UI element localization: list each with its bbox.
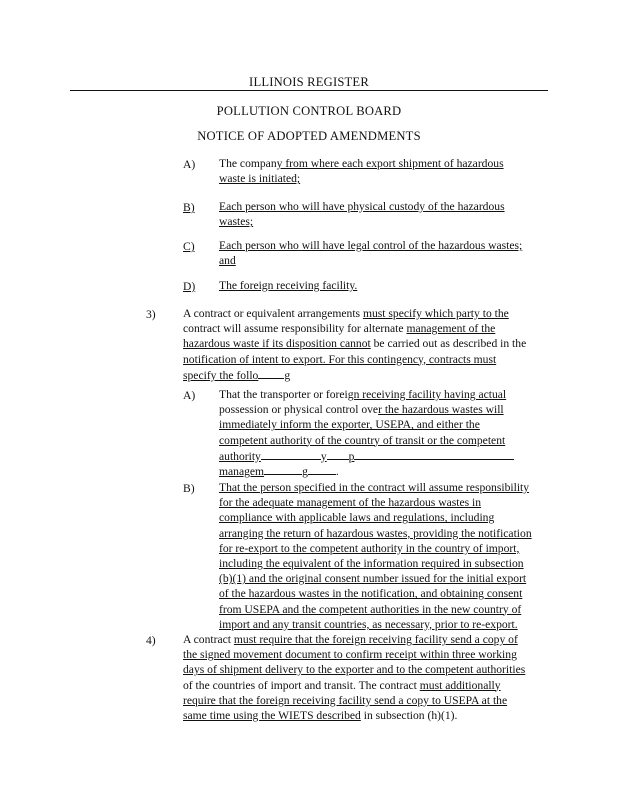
text-run-underlined: Each person who will have phys [219, 200, 370, 213]
text-line [219, 199, 505, 214]
notice-title: NOTICE OF ADOPTED AMENDMENTS [197, 129, 421, 143]
item-3-text [183, 306, 526, 382]
text-run: A contract [183, 633, 234, 646]
item-b3-text [219, 480, 532, 632]
text-run: in subsection (h)(1). [360, 708, 458, 722]
illegible-gap [261, 448, 321, 460]
text-run-underlined: for re-export to the competent authority in the country of import, [219, 541, 520, 555]
text-run-underlined: hazardous waste if its disposition cannot [183, 337, 371, 351]
text-line [219, 156, 504, 171]
text-run-underlined: require that [183, 693, 237, 707]
text-run: be carried out as described in the [370, 337, 527, 351]
text-run: A contract or equivalent arrangements [183, 307, 363, 320]
text-run-underlined: days of shipment delivery to the exporter and to the competent authorities [183, 663, 526, 677]
text-run-underlined: from USEPA and the competent authorities in the new country of [219, 602, 522, 616]
illegible-gap [264, 463, 302, 475]
text-line [219, 387, 514, 402]
item-d1-marker [183, 280, 195, 293]
text-run: contract will assume responsibility for alternate [183, 322, 407, 336]
text-line [183, 662, 525, 677]
text-line [219, 556, 532, 571]
illegible-gap [354, 448, 514, 460]
text-run-underlined: management of the [406, 322, 496, 336]
text-run-underlined: (b)(1) and the original consent number issued for the initial export [219, 572, 527, 586]
text-run-underlined: import and any transit countries, as necessary, prior to re-export. [219, 617, 518, 631]
text-run-underlined: The foreign receiving facility. [219, 279, 358, 292]
text-line [183, 678, 525, 693]
text-run-underlined: authority [219, 449, 261, 463]
text-run-underlined: gn receiving facility having actual [347, 388, 507, 401]
text-run-underlined: the signed movement document to confirm receipt within three working [183, 648, 517, 662]
text-run-underlined: r the hazardous wastes will [378, 403, 504, 417]
text-run-underlined: must additionally [419, 678, 501, 692]
text-run-underlined: including the equivalent of the information required in subsection [219, 556, 524, 570]
text-run-underlined: That the person specified in the contract will assume responsibility [219, 481, 530, 494]
text-run-underlined: y from where each export shipment of hazardous [276, 157, 504, 170]
text-run-underlined: wastes; [219, 215, 254, 229]
text-line [183, 708, 525, 723]
text-run-underlined: must require that the foreign receiving facility send a copy of [233, 633, 518, 646]
text-line [219, 586, 532, 601]
text-line [183, 632, 525, 647]
text-run: The compan [219, 157, 277, 170]
text-line [219, 495, 532, 510]
text-run: possession or physical control ove [219, 403, 379, 417]
item-b1-text [219, 199, 505, 229]
item-4-text [183, 632, 525, 723]
text-line [219, 171, 504, 186]
text-run-underlined: waste is initiated; [219, 172, 301, 186]
text-line [219, 526, 532, 541]
text-line [183, 647, 525, 662]
item-c1-marker [183, 240, 195, 253]
board-title: POLLUTION CONTROL BOARD [216, 104, 402, 118]
text-line [219, 602, 532, 617]
text-run-underlined: notification of intent to export. For this contingency, contracts must [183, 352, 497, 366]
text-line [219, 617, 532, 632]
header-rule [70, 90, 548, 91]
text-line [183, 321, 526, 336]
text-line [219, 571, 532, 586]
text-run-underlined: compliance with applicable laws and regulations, including [219, 511, 495, 525]
text-line [183, 306, 526, 321]
illegible-gap [327, 448, 349, 460]
text-run-underlined: immediately inform the exporter, USEPA, and either the [219, 418, 480, 432]
item-b1-marker [183, 201, 195, 214]
text-run-underlined: competent authority of the country of transit or the competent [219, 433, 506, 447]
register-title: ILLINOIS REGISTER [249, 75, 369, 89]
text-run-underlined: g [284, 368, 291, 382]
text-run-underlined: p [348, 449, 355, 463]
text-line [219, 480, 532, 495]
marker-text: B) [183, 201, 195, 214]
text-line [219, 214, 505, 229]
text-run-underlined: arranging the return of hazardous wastes, providing the notification [219, 526, 532, 540]
text-line [219, 541, 532, 556]
text-run-underlined: managem [219, 464, 265, 478]
item-a1-text [219, 156, 504, 186]
item-3-marker: 3) [146, 308, 156, 321]
text-line [219, 417, 514, 432]
text-line [183, 693, 525, 708]
text-line [219, 402, 514, 417]
text-line [219, 253, 522, 268]
text-line [219, 463, 514, 478]
text-line [219, 278, 357, 293]
text-line [219, 238, 522, 253]
item-a3-marker: A) [183, 389, 196, 402]
text-line [183, 367, 526, 382]
text-line [219, 448, 514, 463]
text-run-underlined: the foreign receiving facility send a copy to USEPA at the [236, 693, 508, 707]
illegible-gap [258, 367, 284, 379]
text-run: of the countries of import and transit. The contract [183, 678, 420, 692]
text-run-underlined: ical custody of the hazardous [369, 200, 505, 213]
text-line [183, 336, 526, 351]
text-run-underlined: for the adequate management of the hazardous wastes in [219, 496, 482, 510]
item-b3-marker: B) [183, 482, 195, 495]
text-run-underlined: and [219, 254, 236, 268]
text-run-underlined: Each person who will have legal control of the hazardous wastes; [219, 239, 523, 252]
item-c1-text [219, 238, 522, 268]
text-run-underlined: specify the follo [183, 368, 259, 382]
marker-text: D) [183, 280, 196, 293]
item-4-marker: 4) [146, 634, 156, 647]
text-run-underlined: y [320, 449, 327, 463]
item-a1-marker: A) [183, 158, 196, 171]
text-run: . [335, 464, 339, 478]
text-run-underlined: of the hazardous wastes in the notification, and obtaining consent [219, 587, 523, 601]
illegible-gap [308, 463, 336, 475]
text-line [183, 352, 526, 367]
text-run-underlined: same time using the WIETS described [183, 708, 361, 722]
item-a3-text [219, 387, 514, 478]
text-run: That the transporter or forei [219, 388, 348, 401]
text-line [219, 433, 514, 448]
text-run-underlined: g [302, 464, 308, 478]
text-run-underlined: must specify which party to the [362, 307, 509, 320]
item-d1-text [219, 278, 357, 293]
text-line [219, 510, 532, 525]
marker-text: C) [183, 240, 195, 253]
